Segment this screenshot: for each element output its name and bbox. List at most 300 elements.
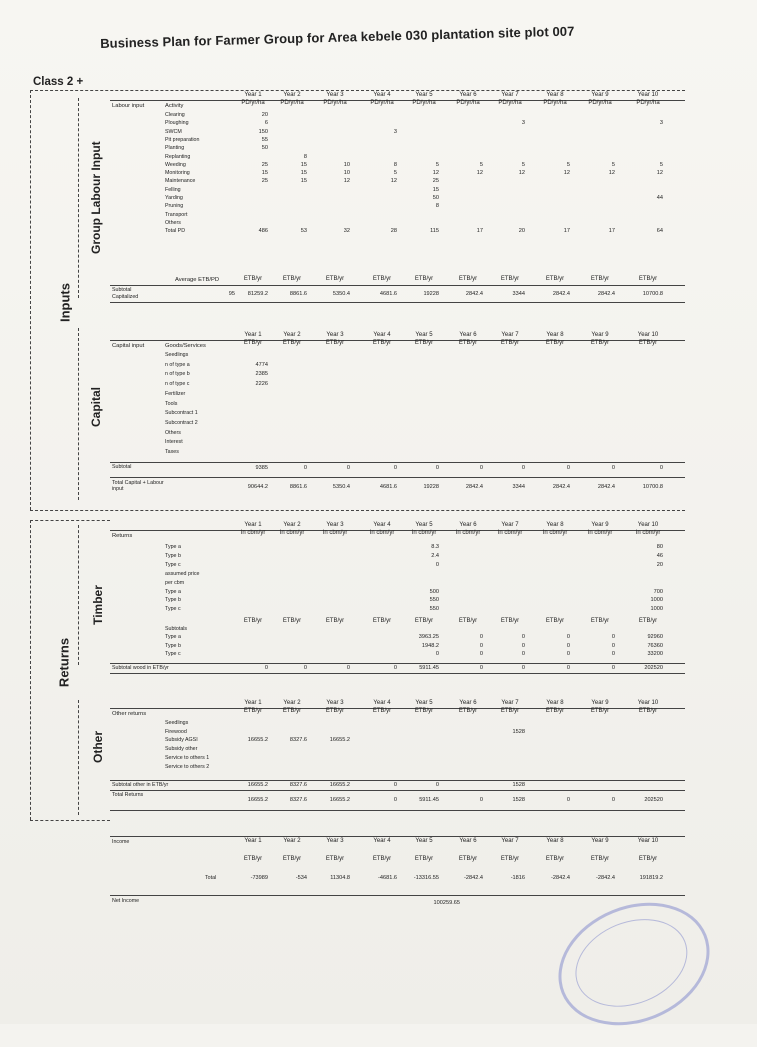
unit-header: PD/yr/ha — [280, 100, 304, 106]
year-header: Year 7 — [501, 838, 519, 844]
labour-row-value: 50 — [261, 145, 268, 152]
labour-row-value: 15 — [300, 161, 307, 168]
timber-row-label: Type a — [165, 588, 181, 595]
timber-row-value: 8.3 — [431, 544, 439, 550]
labour-row-value: 10 — [343, 161, 350, 168]
unit-header: PD/yr/ha — [498, 100, 522, 106]
labour-row-label: Clearing — [165, 112, 185, 118]
table-rule — [110, 836, 685, 837]
timber-subtotal-row-value: 0 — [566, 642, 570, 649]
year-header: Year 10 — [637, 838, 659, 844]
labour-row-value: 15 — [300, 170, 307, 177]
timber-row-label: Type c — [165, 606, 181, 613]
labour-subtotal: 3344 — [512, 291, 525, 297]
total-returns: 16655.2 — [247, 797, 268, 803]
unit-header: PD/yr/ha — [543, 100, 567, 106]
table-rule — [110, 663, 685, 664]
capital-row-label: n of type a — [165, 361, 190, 368]
total-capital: 2842.4 — [597, 484, 615, 490]
etb-unit: ETB/yr — [500, 276, 520, 282]
total-returns-label: Total Returns — [112, 792, 144, 798]
year-header: Year 4 — [373, 838, 391, 844]
subtotal-wood: 5911.45 — [419, 665, 439, 671]
labour-subtotal: 81259.2 — [247, 291, 268, 297]
average-value: 95 — [228, 291, 235, 297]
unit-header: In cbm/yr — [542, 530, 568, 536]
average-label: Average ETB/PD — [175, 277, 220, 283]
labour-row-value: 12 — [390, 178, 397, 185]
capital-label: Capital — [89, 387, 103, 428]
labour-left-border — [78, 98, 79, 298]
year-header: Year 5 — [415, 92, 433, 98]
labour-row-value: 53 — [300, 228, 307, 235]
timber-subtotal-row-value: 76360 — [647, 642, 663, 649]
capital-subtotal: 0 — [659, 465, 663, 471]
capital-subtotal: 0 — [346, 465, 350, 471]
total-returns: 0 — [611, 797, 615, 803]
section-head-label: Returns — [112, 533, 133, 539]
labour-row-value: 50 — [432, 195, 439, 201]
other-row-value: 8327.6 — [289, 737, 307, 744]
labour-row-value: 150 — [258, 128, 268, 135]
income-total-label: Total — [205, 875, 217, 881]
etb-unit: ETB/yr — [282, 618, 302, 624]
labour-row-label: SWCM — [165, 128, 182, 135]
total-returns: 202520 — [644, 797, 663, 803]
labour-row-value: 3 — [659, 120, 663, 127]
labour-row-value: 6 — [264, 120, 268, 127]
timber-subtotal-row-value: 0 — [611, 634, 615, 640]
unit-header: ETB/yr — [372, 708, 392, 714]
total-returns: 1528 — [512, 797, 525, 803]
subtotal-other: 8327.6 — [289, 782, 307, 788]
total-returns: 0 — [566, 797, 570, 803]
capital-row-label: Subcontract 1 — [165, 410, 198, 417]
labour-row-value: 5 — [435, 161, 439, 168]
year-header: Year 6 — [459, 522, 477, 528]
table-rule — [110, 780, 685, 781]
total-capital: 3344 — [512, 484, 525, 490]
section-head-label: Labour input — [112, 103, 145, 109]
unit-header: In cbm/yr — [455, 530, 481, 536]
total-capital-label: Total Capital + Labour input — [112, 480, 164, 492]
labour-row-value: 5 — [521, 161, 525, 168]
other-row-label: Seedlings — [165, 720, 189, 726]
year-header: Year 6 — [459, 332, 477, 338]
timber-subtotal-row-value: 0 — [566, 634, 570, 640]
unit-header: ETB/yr — [414, 340, 434, 346]
subtotal-wood: 0 — [566, 665, 570, 671]
labour-row-value: 5 — [659, 161, 663, 168]
total-capital: 90644.2 — [247, 484, 268, 490]
year-header: Year 2 — [283, 522, 301, 528]
other-row-label: Service to others 2 — [165, 763, 210, 770]
income-total: -13316.55 — [413, 875, 439, 881]
labour-row-label: Ploughing — [165, 120, 189, 127]
labour-row-value: 8 — [393, 161, 397, 168]
timber-row-value: 20 — [656, 561, 663, 568]
income-total: -73989 — [250, 875, 268, 881]
table-rule — [110, 673, 685, 674]
table-rule — [110, 285, 685, 286]
year-header: Year 1 — [244, 332, 262, 338]
labour-row-value: 25 — [261, 178, 268, 185]
labour-row-value: 12 — [476, 170, 483, 177]
timber-subtotal-row-value: 3963.25 — [418, 634, 439, 640]
unit-header: PD/yr/ha — [370, 100, 394, 106]
year-header: Year 9 — [591, 522, 609, 528]
year-header: Year 1 — [244, 700, 262, 706]
capital-row-label: Others — [165, 429, 181, 436]
etb-unit: ETB/yr — [325, 618, 345, 624]
capital-row-label: n of type b — [165, 371, 190, 378]
labour-row-value: 28 — [390, 228, 397, 235]
year-header: Year 10 — [637, 700, 659, 706]
year-header: Year 8 — [546, 700, 564, 706]
etb-unit: ETB/yr — [545, 618, 565, 624]
total-capital: 2842.4 — [552, 484, 570, 490]
total-capital: 2842.4 — [465, 484, 483, 490]
year-header: Year 9 — [591, 92, 609, 98]
labour-row-value: 20 — [518, 228, 525, 235]
inputs-left-border — [30, 90, 31, 510]
subtotal-wood-label: Subtotal wood in ETB/yr — [112, 665, 169, 671]
subtotal-wood: 0 — [346, 665, 350, 671]
subtotal-other-label: Subtotal other in ETB/yr — [112, 782, 169, 788]
unit-header: ETB/yr — [590, 856, 610, 862]
labour-row-value: 3 — [393, 128, 397, 135]
inputs-label: Inputs — [57, 283, 73, 322]
labour-subtotal: 8861.6 — [289, 291, 307, 297]
etb-unit: ETB/yr — [545, 276, 565, 282]
etb-unit: ETB/yr — [243, 618, 263, 624]
etb-unit: ETB/yr — [590, 276, 610, 282]
year-header: Year 10 — [637, 92, 659, 98]
labour-row-value: 25 — [261, 161, 268, 168]
unit-header: PD/yr/ha — [456, 100, 480, 106]
timber-subtotal-row-value: 0 — [479, 634, 483, 640]
capitalized-label: Capitalized — [112, 294, 139, 300]
labour-row-label: Planting — [165, 145, 185, 152]
labour-subtotal: 2842.4 — [552, 291, 570, 297]
unit-header: ETB/yr — [458, 340, 478, 346]
year-header: Year 2 — [283, 92, 301, 98]
timber-row-label: per cbm — [165, 579, 185, 586]
timber-subtotal-row-label: Type c — [165, 651, 181, 657]
unit-header: ETB/yr — [282, 708, 302, 714]
timber-subtotal-row-value: 0 — [479, 651, 483, 657]
unit-header: In cbm/yr — [279, 530, 305, 536]
etb-unit: ETB/yr — [458, 618, 478, 624]
timber-row-label: Type c — [165, 561, 181, 568]
unit-header: In cbm/yr — [322, 530, 348, 536]
section-sub-label: Goods/Services — [165, 343, 206, 349]
year-header: Year 8 — [546, 332, 564, 338]
year-header: Year 1 — [244, 522, 262, 528]
etb-unit: ETB/yr — [590, 618, 610, 624]
capital-subtotal: 0 — [303, 465, 307, 471]
timber-row-value: 500 — [429, 588, 439, 595]
timber-subtotal-row-value: 92960 — [647, 634, 663, 640]
year-header: Year 8 — [546, 92, 564, 98]
subtotal-other: 0 — [393, 782, 397, 788]
etb-unit: ETB/yr — [243, 276, 263, 282]
timber-row-value: 80 — [656, 544, 663, 550]
unit-header: In cbm/yr — [240, 530, 266, 536]
unit-header: ETB/yr — [500, 856, 520, 862]
unit-header: ETB/yr — [282, 856, 302, 862]
capital-row-label: Seedlings — [165, 352, 189, 358]
class-label: Class 2 + — [33, 76, 84, 88]
unit-header: PD/yr/ha — [412, 100, 436, 106]
labour-row-value: 20 — [261, 112, 268, 118]
timber-subtotal-row-label: Type b — [165, 642, 181, 649]
labour-row-value: 15 — [432, 186, 439, 193]
timber-row-label: Type b — [165, 597, 181, 604]
labour-row-value: 15 — [261, 170, 268, 177]
labour-row-value: 15 — [300, 178, 307, 185]
timber-row-value: 700 — [653, 588, 663, 595]
total-returns: 16655.2 — [329, 797, 350, 803]
table-rule — [110, 477, 685, 478]
etb-unit: ETB/yr — [414, 276, 434, 282]
subtotals-label: Subtotals — [165, 626, 188, 632]
year-header: Year 1 — [244, 92, 262, 98]
year-header: Year 2 — [283, 700, 301, 706]
etb-unit: ETB/yr — [638, 618, 658, 624]
labour-row-value: 64 — [656, 228, 663, 235]
subtotal-wood: 0 — [303, 665, 307, 671]
total-capital: 8861.6 — [289, 484, 307, 490]
unit-header: ETB/yr — [414, 856, 434, 862]
timber-subtotal-row-value: 33200 — [647, 651, 663, 657]
other-row-label: Subsidy AGSI — [165, 737, 198, 744]
other-row-label: Subsidy other — [165, 746, 198, 753]
table-rule — [110, 790, 685, 791]
other-row-label: Firewood — [165, 728, 187, 735]
year-header: Year 1 — [244, 838, 262, 844]
year-header: Year 8 — [546, 522, 564, 528]
timber-left-border — [78, 525, 79, 665]
labour-row-value: 3 — [521, 120, 525, 127]
year-header: Year 7 — [501, 92, 519, 98]
unit-header: ETB/yr — [243, 708, 263, 714]
year-header: Year 9 — [591, 700, 609, 706]
timber-subtotal-row-value: 0 — [611, 642, 615, 649]
subtotal-wood: 0 — [521, 665, 525, 671]
unit-header: ETB/yr — [638, 856, 658, 862]
timber-row-label: Type b — [165, 552, 181, 559]
capital-row-value: 2226 — [255, 381, 268, 388]
timber-subtotal-row-value: 1948.2 — [421, 642, 439, 649]
labour-row-label: Yarding — [165, 195, 183, 201]
unit-header: ETB/yr — [500, 708, 520, 714]
labour-row-value: 32 — [343, 228, 350, 235]
capital-row-label: Taxes — [165, 449, 179, 455]
labour-row-label: Total PD — [165, 228, 186, 235]
subtotal-wood: 0 — [479, 665, 483, 671]
year-header: Year 2 — [283, 838, 301, 844]
labour-subtotal: 4681.6 — [379, 291, 397, 297]
labour-subtotal: 2842.4 — [465, 291, 483, 297]
labour-row-label: Felling — [165, 186, 181, 193]
year-header: Year 9 — [591, 838, 609, 844]
year-header: Year 7 — [501, 522, 519, 528]
labour-row-value: 5 — [566, 161, 570, 168]
subtotal-other: 16655.2 — [247, 782, 268, 788]
income-total: -4681.6 — [378, 875, 397, 881]
year-header: Year 3 — [326, 700, 344, 706]
subtotal-other: 1528 — [512, 782, 525, 788]
year-header: Year 7 — [501, 700, 519, 706]
total-returns: 0 — [479, 797, 483, 803]
other-left-border — [78, 700, 79, 815]
timber-row-value: 1000 — [650, 597, 663, 604]
labour-row-label: Pit preparation — [165, 136, 200, 143]
year-header: Year 4 — [373, 92, 391, 98]
capital-left-border — [78, 328, 79, 500]
inputs-top-border — [30, 90, 685, 91]
labour-row-value: 17 — [476, 228, 483, 235]
unit-header: In cbm/yr — [497, 530, 523, 536]
labour-row-value: 486 — [258, 228, 268, 235]
labour-row-value: 17 — [608, 228, 615, 235]
labour-row-value: 12 — [343, 178, 350, 185]
total-capital: 5350.4 — [332, 484, 350, 490]
year-header: Year 6 — [459, 838, 477, 844]
section-sub-label: Activity — [165, 103, 184, 109]
timber-subtotal-row-value: 0 — [521, 651, 525, 657]
labour-row-value: 5 — [611, 161, 615, 168]
total-capital: 10700.8 — [642, 484, 663, 490]
labour-row-label: Others — [165, 219, 181, 226]
official-stamp — [540, 881, 728, 1047]
capital-subtotal: 0 — [435, 465, 439, 471]
labour-row-label: Maintenance — [165, 178, 196, 185]
labour-row-value: 44 — [656, 195, 663, 201]
timber-subtotal-row-value: 0 — [611, 651, 615, 657]
subtotal-wood: 0 — [611, 665, 615, 671]
timber-subtotal-row-value: 0 — [521, 634, 525, 640]
other-row-value: 16655.2 — [329, 737, 350, 744]
timber-subtotal-row-value: 0 — [566, 651, 570, 657]
unit-header: ETB/yr — [500, 340, 520, 346]
timber-row-value: 2.4 — [431, 552, 439, 559]
etb-unit: ETB/yr — [500, 618, 520, 624]
year-header: Year 3 — [326, 838, 344, 844]
other-label: Other — [91, 731, 105, 764]
unit-header: In cbm/yr — [587, 530, 613, 536]
labour-subtotal: 5350.4 — [332, 291, 350, 297]
section-head-label: Other returns — [112, 711, 147, 717]
year-header: Year 5 — [415, 332, 433, 338]
labour-row-value: 55 — [261, 136, 268, 143]
total-returns: 0 — [393, 797, 397, 803]
labour-subtotal: 19228 — [423, 291, 439, 297]
labour-row-label: Transport — [165, 211, 188, 218]
total-capital: 4681.6 — [379, 484, 397, 490]
returns-left-border — [30, 520, 31, 820]
unit-header: ETB/yr — [372, 856, 392, 862]
timber-subtotal-row-label: Type a — [165, 634, 181, 640]
unit-header: ETB/yr — [638, 708, 658, 714]
subtotal-wood: 202520 — [644, 665, 663, 671]
year-header: Year 9 — [591, 332, 609, 338]
year-header: Year 3 — [326, 332, 344, 338]
labour-row-label: Pruning — [165, 203, 184, 210]
timber-row-value: 46 — [656, 552, 663, 559]
returns-top-border — [30, 520, 110, 521]
subtotal-other: 0 — [435, 782, 439, 788]
group-labour-label: Group Labour Input — [89, 141, 103, 254]
unit-header: ETB/yr — [372, 340, 392, 346]
year-header: Year 2 — [283, 332, 301, 338]
year-header: Year 4 — [373, 700, 391, 706]
other-row-value: 16655.2 — [247, 737, 268, 744]
income-label: Income — [112, 839, 130, 845]
etb-unit: ETB/yr — [282, 276, 302, 282]
etb-unit: ETB/yr — [458, 276, 478, 282]
labour-row-label: Weeding — [165, 161, 186, 168]
capital-row-value: 4774 — [255, 361, 268, 368]
capital-subtotal: 9385 — [255, 465, 268, 471]
unit-header: In cbm/yr — [369, 530, 395, 536]
year-header: Year 10 — [637, 522, 659, 528]
unit-header: ETB/yr — [243, 340, 263, 346]
capital-subtotal-label: Subtotal — [112, 464, 132, 470]
capital-row-label: n of type c — [165, 381, 190, 388]
net-income-label: Net Income — [112, 898, 140, 904]
capital-row-label: Fertilizer — [165, 390, 186, 397]
etb-unit: ETB/yr — [372, 618, 392, 624]
unit-header: PD/yr/ha — [323, 100, 347, 106]
year-header: Year 3 — [326, 522, 344, 528]
year-header: Year 3 — [326, 92, 344, 98]
capital-subtotal: 0 — [521, 465, 525, 471]
unit-header: In cbm/yr — [411, 530, 437, 536]
net-income-value: 100259.65 — [433, 900, 460, 906]
capital-subtotal: 0 — [393, 465, 397, 471]
unit-header: ETB/yr — [638, 340, 658, 346]
unit-header: ETB/yr — [325, 708, 345, 714]
capital-row-label: Subcontract 2 — [165, 419, 198, 426]
unit-header: PD/yr/ha — [636, 100, 660, 106]
labour-row-value: 12 — [656, 170, 663, 177]
page-title: Business Plan for Farmer Group for Area kebele 030 plantation site plot 007 — [100, 23, 575, 51]
labour-row-value: 12 — [608, 170, 615, 177]
subtotal-wood: 0 — [393, 665, 397, 671]
table-rule — [110, 895, 685, 896]
table-rule — [110, 462, 685, 463]
table-rule — [110, 302, 685, 303]
returns-label: Returns — [56, 637, 72, 688]
income-total: 191819.2 — [639, 875, 663, 881]
labour-row-value: 115 — [430, 228, 439, 235]
unit-header: PD/yr/ha — [588, 100, 612, 106]
labour-row-value: 5 — [479, 161, 483, 168]
timber-row-value: 1000 — [650, 606, 663, 613]
year-header: Year 10 — [637, 332, 659, 338]
income-total: -2842.4 — [551, 875, 570, 881]
labour-row-value: 12 — [563, 170, 570, 177]
timber-subtotal-row-value: 0 — [479, 642, 483, 649]
section-head-label: Capital input — [112, 343, 145, 349]
other-row-label: Service to others 1 — [165, 754, 210, 761]
subtotal-wood: 0 — [264, 665, 268, 671]
year-header: Year 8 — [546, 838, 564, 844]
year-header: Year 4 — [373, 332, 391, 338]
etb-unit: ETB/yr — [638, 276, 658, 282]
